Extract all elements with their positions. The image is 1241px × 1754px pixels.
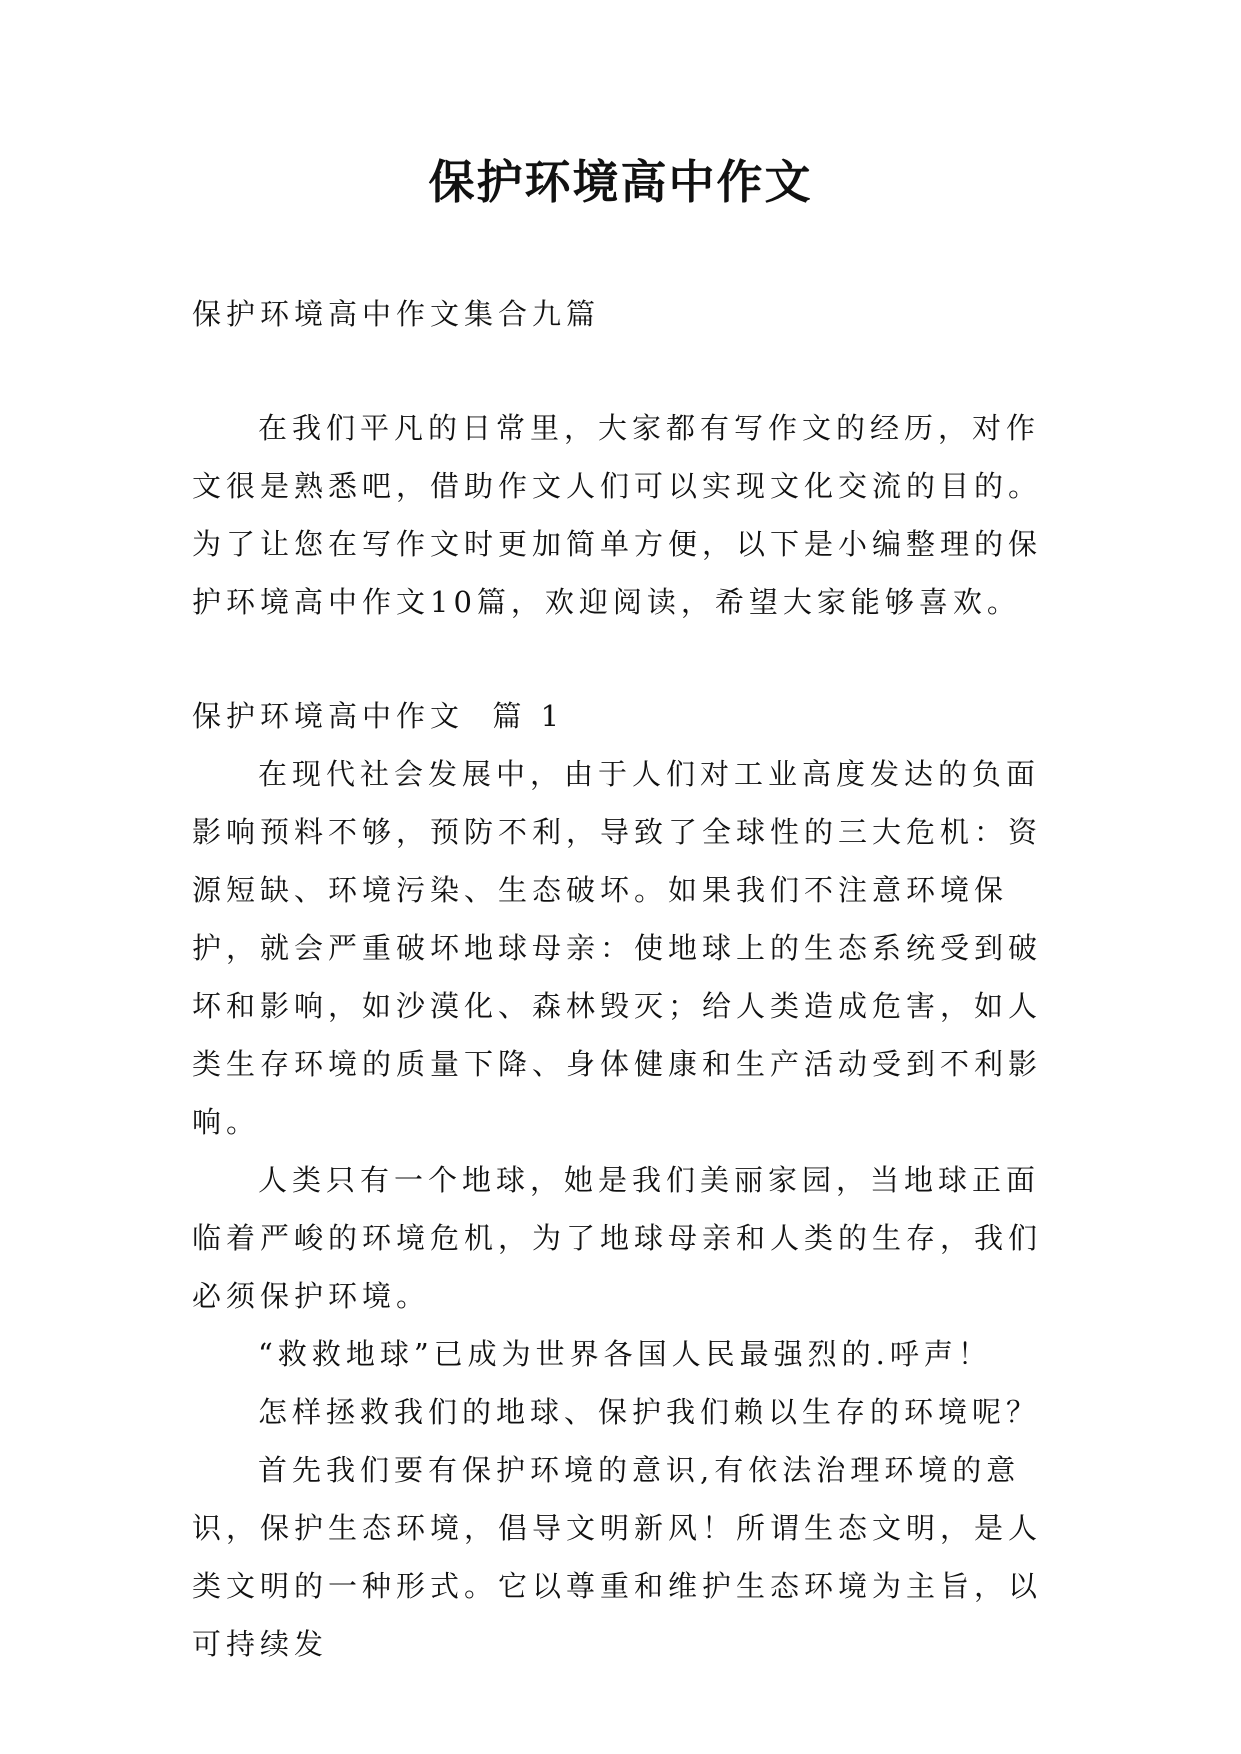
intro-paragraph: 在我们平凡的日常里，大家都有写作文的经历，对作文很是熟悉吧，借助作文人们可以实现文化交流的目的。为了让您在写作文时更加简单方便，以下是小编整理的保护环境高中作文10篇，欢迎阅读，希望大家能够喜欢。 [192, 411, 1043, 619]
body-paragraph: 人类只有一个地球，她是我们美丽家园，当地球正面临着严峻的环境危机，为了地球母亲和人类的生存，我们必须保护环境。 [192, 1163, 1043, 1313]
document-body [192, 285, 1062, 1673]
body-paragraph: 怎样拯救我们的地球、保护我们赖以生存的环境呢？ [258, 1395, 1041, 1429]
body-paragraph: 首先我们要有保护环境的意识,有依法治理环境的意识，保护生态环境，倡导文明新风！所谓生态文明，是人类文明的一种形式。它以尊重和维护生态环境为主旨，以可持续发 [192, 1453, 1043, 1661]
body-paragraph: “救救地球”已成为世界各国人民最强烈的.呼声！ [258, 1337, 992, 1371]
section-heading: 保护环境高中作文 篇 1 [192, 699, 565, 733]
body-paragraph: 在现代社会发展中，由于人们对工业高度发达的负面影响预料不够，预防不利，导致了全球性的三大危机：资源短缺、环境污染、生态破坏。如果我们不注意环境保护，就会严重破坏地球母亲：使地球上的生态系统受到破坏和影响，如沙漠化、森林毁灭；给人类造成危害，如人类生存环境的质量下降、身体健康和生产活动受到不利影响。 [192, 757, 1043, 1139]
page-title: 保护环境高中作文 [428, 155, 813, 209]
document-subtitle: 保护环境高中作文集合九篇 [192, 297, 601, 331]
